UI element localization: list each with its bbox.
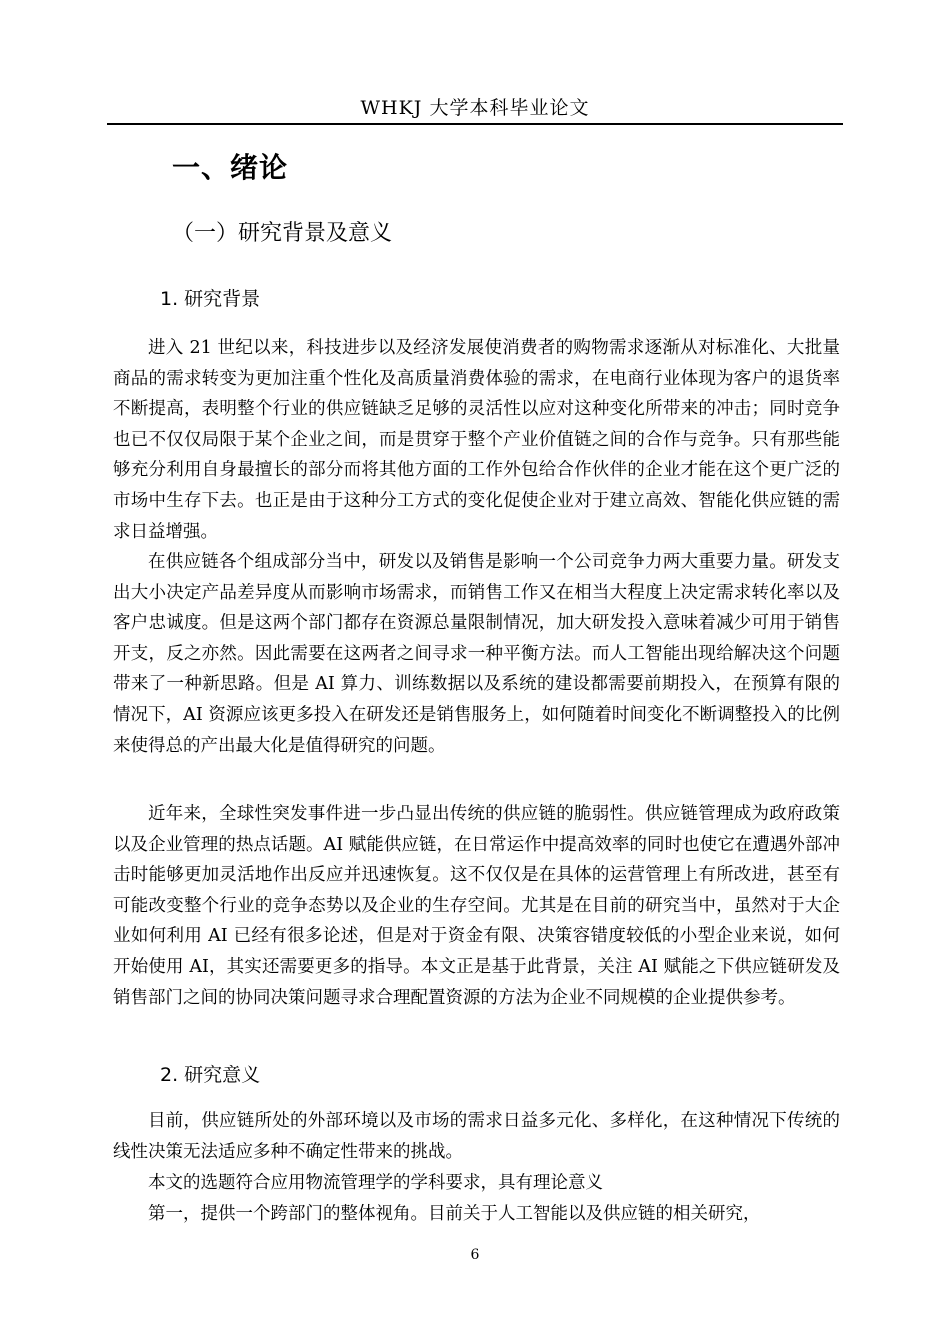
body-paragraph: 近年来，全球性突发事件进一步凸显出传统的供应链的脆弱性。供应链管理成为政府政策以及企业管理的热点话题。AI 赋能供应链，在日常运作中提高效率的同时也使它在遭遇外部冲击时能够更加灵活地作出反应并迅速恢复。这不仅仅是在具体的运营管理上有所改进，甚至有可能改变整个行业的竞争态势以及企业的生存空间。尤其是在目前的研究当中，虽然对于大企业如何利用 AI 已经有很多论述，但是对于资金有限、决策容错度较低的小型企业来说，如何开始使用 AI，其实还需要更多的指导。本文正是基于此背景，关注 AI 赋能之下供应链研发及销售部门之间的协同决策问题寻求合理配置资源的方法为企业不同规模的企业提供参考。 [113, 804, 840, 1008]
running-header: WHKJ 大学本科毕业论文 [360, 97, 590, 119]
chapter-title: 一、绪论 [172, 151, 289, 184]
subsection-title-background: 1. 研究背景 [160, 288, 261, 310]
body-paragraph: 本文的选题符合应用物流管理学的学科要求，具有理论意义 [148, 1173, 603, 1193]
section-title: （一）研究背景及意义 [172, 221, 393, 246]
header-divider [107, 123, 843, 125]
body-paragraph: 第一，提供一个跨部门的整体视角。目前关于人工智能以及供应链的相关研究， [148, 1204, 761, 1224]
body-paragraph: 进入 21 世纪以来，科技进步以及经济发展使消费者的购物需求逐渐从对标准化、大批量商品的需求转变为更加注重个性化及高质量消费体验的需求，在电商行业体现为客户的退货率不断提高，表明整个行业的供应链缺乏足够的灵活性以应对这种变化所带来的冲击；同时竞争也已不仅仅局限于某个企业之间，而是贯穿于整个产业价值链之间的合作与竞争。只有那些能够充分利用自身最擅长的部分而将其他方面的工作外包给合作伙伴的企业才能在这个更广泛的市场中生存下去。也正是由于这种分工方式的变化促使企业对于建立高效、智能化供应链的需求日益增强。 [113, 338, 840, 542]
page-number: 6 [470, 1247, 480, 1263]
subsection-title-significance: 2. 研究意义 [160, 1064, 261, 1086]
body-paragraph: 在供应链各个组成部分当中，研发以及销售是影响一个公司竞争力两大重要力量。研发支出大小决定产品差异度从而影响市场需求，而销售工作又在相当大程度上决定需求转化率以及客户忠诚度。但是这两个部门都存在资源总量限制情况，加大研发投入意味着减少可用于销售开支，反之亦然。因此需要在这两者之间寻求一种平衡方法。而人工智能出现给解决这个问题带来了一种新思路。但是 AI 算力、训练数据以及系统的建设都需要前期投入，在预算有限的情况下，AI 资源应该更多投入在研发还是销售服务上，如何随着时间变化不断调整投入的比例来使得总的产出最大化是值得研究的问题。 [113, 552, 840, 756]
body-paragraph: 目前，供应链所处的外部环境以及市场的需求日益多元化、多样化，在这种情况下传统的线性决策无法适应多种不确定性带来的挑战。 [113, 1111, 840, 1162]
